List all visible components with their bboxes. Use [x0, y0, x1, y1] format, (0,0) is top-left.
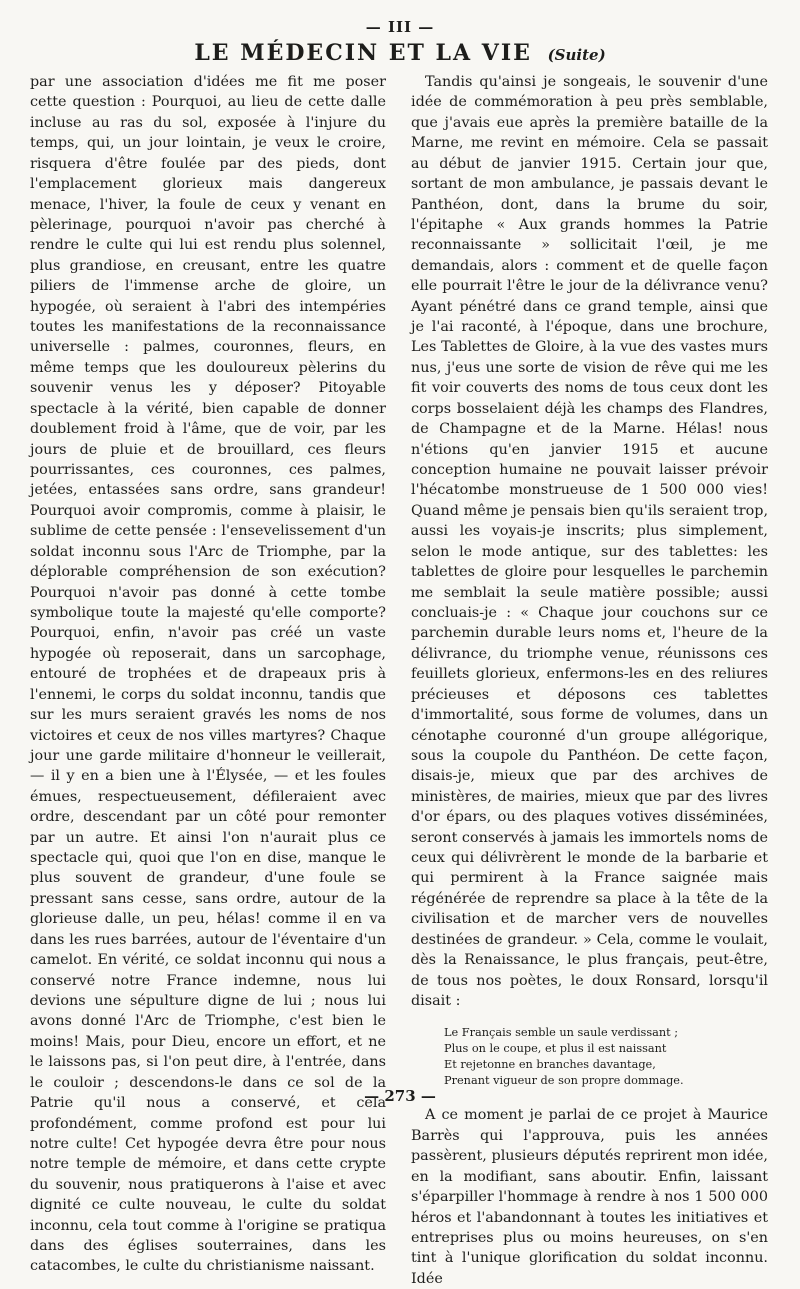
right-column: [411, 72, 768, 1289]
left-column-text: par une association d'idées me fit me poser cette question : Pourquoi, au lieu de cette dalle incluse au ras du sol, exposée à l'injure du temps, qui, un jour lointain, je veux le croire, risquera d'être foulée par des pieds, dont l'emplacement glorieux mais dangereux menace, l'hiver, la foule de ceux y venant en pèlerinage, pourquoi n'avoir pas cherché à rendre le culte qui lui est rendu plus solennel, plus grandiose, en creusant, entre les quatre piliers de l'immense arche de gloire, un hypogée, où seraient à l'abri des intempéries toutes les manifestations de la reconnaissance universelle : palmes, couronnes, fleurs, en même temps que les douloureux pèlerins du souvenir venus les y déposer? Pitoyable spectacle à la vérité, bien capable de donner doublement froid à l'âme, que de voir, par les jours de pluie et de brouillard, ces fleurs pourrissantes, ces couronnes, ces palmes, jetées, entassées sans ordre, sans grandeur! Pourquoi avoir compromis, comme à plaisir, le sublime de cette pensée : l'ensevelissement d'un soldat inconnu sous l'Arc de Triomphe, par la déplorable compréhension de son exécution? Pourquoi n'avoir pas donné à cette tombe symbolique toute la majesté qu'elle comporte? Pourquoi, enfin, n'avoir pas créé un vaste hypogée où reposerait, dans un sarcophage, entouré de trophées et de drapeaux pris à l'ennemi, le corps du soldat inconnu, tandis que sur les murs seraient gravés les noms de nos victoires et ceux de nos villes martyres? Chaque jour une garde militaire d'honneur le veillerait, — il y en a bien une à l'Élysée, — et les foules émues, respectueusement, défileraient avec ordre, descendant par un côté pour remonter par un autre. Et ainsi l'on n'aurait plus ce spectacle qui, quoi que l'on en dise, manque le plus souvent de grandeur, d'une foule se pressant sans cesse, sans ordre, autour de la glorieuse dalle, un peu, hélas! comme il en va dans les rues barrées, autour de l'éventaire d'un camelot. En vérité, ce soldat inconnu qui nous a conservé notre France indemne, nous lui devions une sépulture digne de lui ; nous lui avons donné l'Arc de Triomphe, c'est bien le moins! Mais, pour Dieu, encore un effort, et ne le laissons pas, si l'on peut dire, à l'entrée, dans le couloir ; descendons-le dans ce sol de la Patrie qu'il nous a conservé, et cela profondément, comme profond est pour lui notre culte! Cet hypogée devra être pour nous notre temple de mémoire, et dans cette crypte du souvenir, nous pratiquerons à l'aise et avec dignité ce culte nouveau, le culte du soldat inconnu, cela tout comme à l'origine se pratiqua dans des églises souterraines, dans les catacombes, le culte du christianisme naissant.: [30, 74, 386, 1275]
verse-line: Et rejetonne en branches davantage,: [444, 1058, 656, 1072]
roman-page-marker: — III —: [365, 18, 435, 36]
verse-line: Plus on le coupe, et plus il est naissant: [444, 1042, 667, 1056]
article-title-text: LE MÉDECIN ET LA VIE: [194, 40, 532, 66]
right-paragraph-2: A ce moment je parlai de ce projet à Maurice Barrès qui l'approuva, puis les années passèrent, plusieurs députés reprirent mon idée, en la modifiant, sans aboutir. Enfin, laissant s'éparpiller l'hommage à rendre à nos 1 500 000 héros et l'abandonnant à toutes les initiatives et entreprises plus ou moins heureuses, on s'en tint à l'unique glorification du soldat inconnu. Idée: [411, 1107, 768, 1287]
right-paragraph-1: Tandis qu'ainsi je songeais, le souvenir d'une idée de commémoration à peu près semblable, que j'avais eue après la première bataille de la Marne, me revint en mémoire. Cela se passait au début de janvier 1915. Certain jour que, sortant de mon ambulance, je passais devant le Panthéon, dont, dans la brume du soir, l'épitaphe « Aux grands hommes la Patrie reconnaissante » sollicitait l'œil, je me demandais, alors : comment et de quelle façon elle pourrait l'être le jour de la délivrance venu? Ayant pénétré dans ce grand temple, ainsi que je l'ai raconté, à l'époque, dans une brochure, Les Tablettes de Gloire, à la vue des vastes murs nus, j'eus une sorte de vision de rêve qui me les fit voir couverts des noms de tous ceux dont les corps bosselaient déjà les champs des Flandres, de Champagne et de la Marne. Hélas! nous n'étions qu'en janvier 1915 et aucune conception humaine ne pouvait laisser prévoir l'hécatombe monstrueuse de 1 500 000 vies! Quand même je pensais bien qu'ils seraient trop, aussi les voyais-je inscrits; plus simplement, selon le mode antique, sur des tablettes: les tablettes de gloire pour lesquelles le parchemin me semblait la seule matière possible; aussi concluais-je : « Chaque jour couchons sur ce parchemin durable leurs noms et, l'heure de la délivrance, du triomphe venue, réunissons ces feuillets glorieux, enfermons-les en des reliures précieuses et déposons ces tablettes d'immortalité, sous forme de volumes, dans un cénotaphe couronné d'un groupe allégorique, sous la coupole du Panthéon. De cette façon, disais-je, mieux que par des archives de ministères, de mairies, mieux que par des livres d'or épars, ou des plaques votives disséminées, seront conservés à jamais les immortels noms de ceux qui délivrèrent le monde de la barbarie et qui permirent à la France saignée mais régénérée de reprendre sa place à la tête de la civilisation et de marcher vers de nouvelles destinées de grandeur. » Cela, comme le voulait, dès la Renaissance, le plus français, peut-être, de tous nos poètes, le doux Ronsard, lorsqu'il disait :: [411, 74, 768, 1009]
page-number: — 273 —: [364, 1087, 436, 1105]
verse-line: Prenant vigueur de son propre dommage.: [444, 1074, 684, 1088]
article-title: [0, 40, 800, 66]
article-title-suffix: (Suite): [547, 46, 606, 64]
ronsard-verse: [444, 1025, 768, 1089]
verse-line: Le Français semble un saule verdissant ;: [444, 1026, 679, 1040]
